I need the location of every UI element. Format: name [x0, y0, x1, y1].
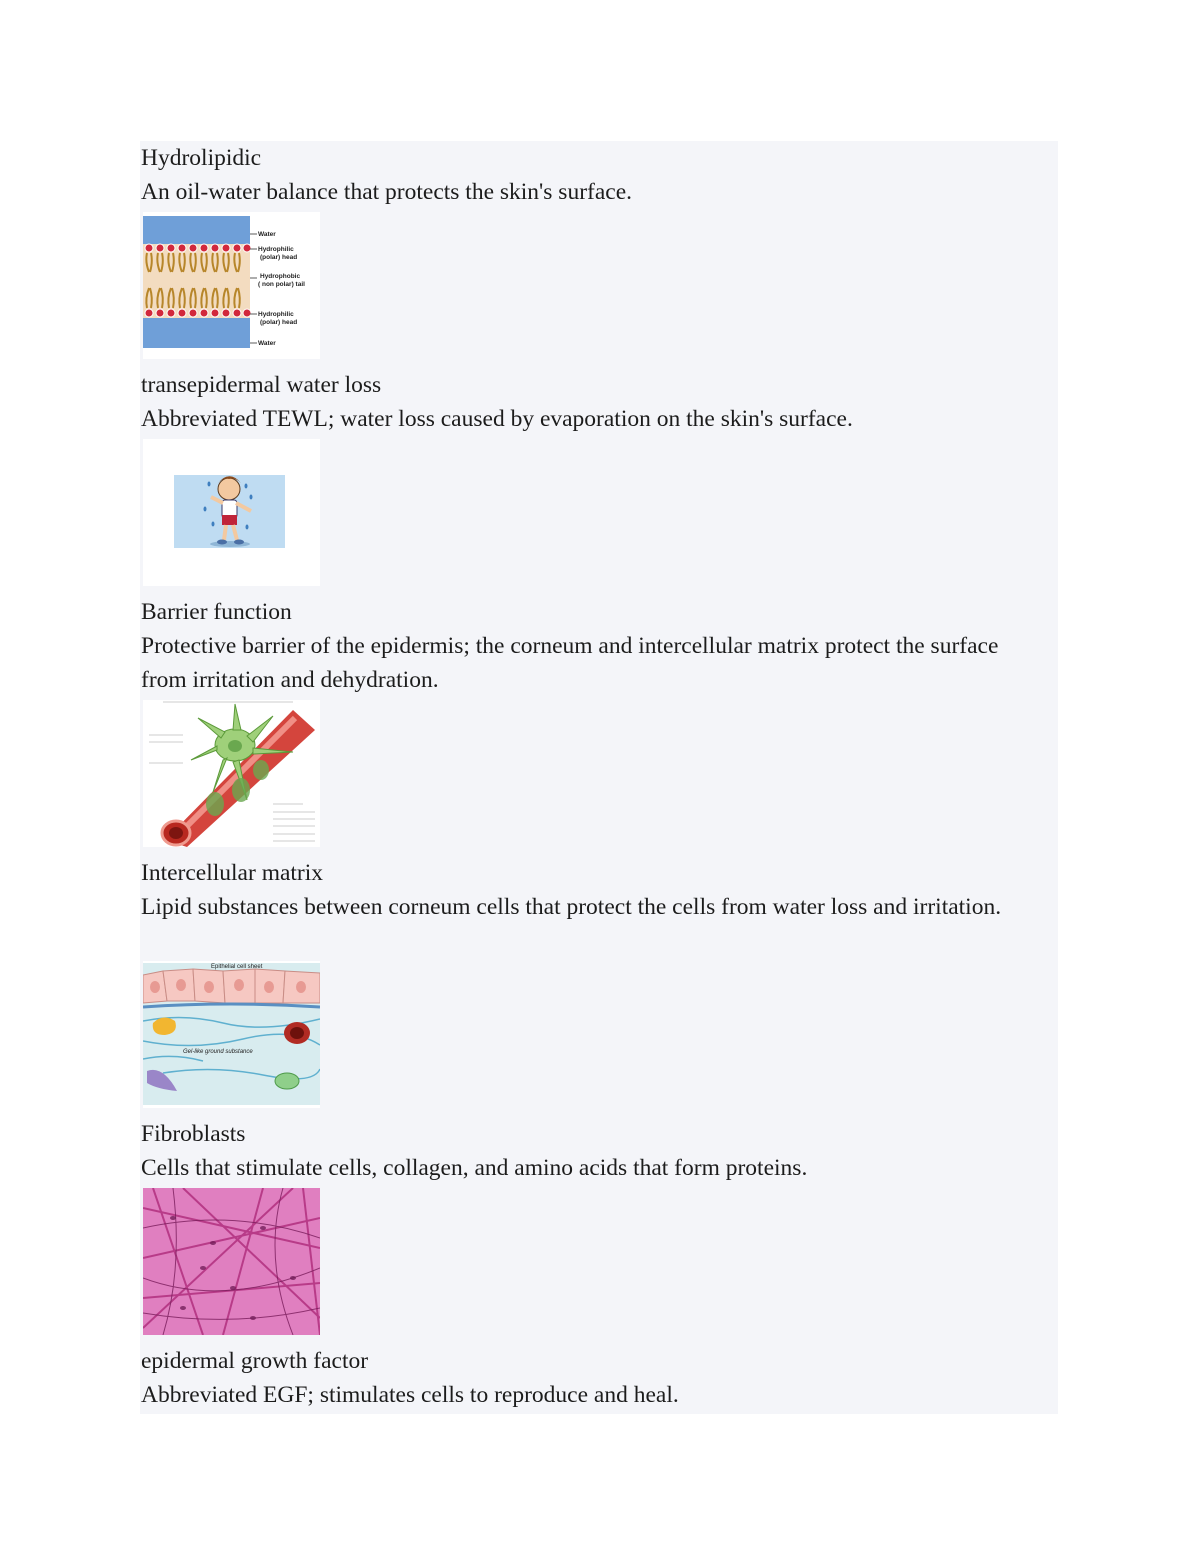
flashcard-entry [140, 141, 1020, 209]
diagram-label: Water [258, 340, 276, 347]
diagram-label: Hydrophilic [258, 311, 294, 318]
diagram-label: Hydrophobic [260, 273, 301, 280]
term-definition: Abbreviated TEWL; water loss caused by evaporation on the skin's surface. [141, 406, 853, 432]
term-definition: Protective barrier of the epidermis; the corneum and intercellular matrix protect the surface from irritation and dehydration. [141, 633, 999, 693]
diagram-label: Gel-like ground substance [183, 1049, 253, 1055]
flashcard-entry [140, 368, 1020, 436]
flashcard-sheet [140, 141, 1058, 1414]
term-title: Intercellular matrix [141, 860, 324, 886]
astrocyte-capillary-diagram-icon [143, 700, 320, 847]
diagram-label: Epithelial cell sheet [211, 964, 263, 970]
term-title: epidermal growth factor [141, 1348, 369, 1374]
diagram-label: (polar) head [260, 254, 298, 261]
diagram-label: Water [258, 231, 276, 238]
term-title: transepidermal water loss [141, 372, 382, 398]
lipid-bilayer-diagram-icon [143, 212, 320, 359]
flashcard-entry [140, 1117, 1020, 1185]
diagram-label: ( non polar) tail [258, 281, 305, 288]
flashcard-entry [140, 1344, 1020, 1412]
term-definition: Lipid substances between corneum cells that protect the cells from water loss and irritation. [141, 894, 1002, 920]
term-definition: Cells that stimulate cells, collagen, and amino acids that form proteins. [141, 1155, 808, 1181]
term-definition: An oil-water balance that protects the skin's surface. [141, 179, 633, 205]
term-title: Fibroblasts [141, 1121, 246, 1147]
flashcard-entry [140, 595, 1020, 697]
term-title: Hydrolipidic [141, 145, 262, 171]
connective-tissue-diagram-icon [143, 961, 320, 1108]
fibroblast-micrograph-icon [143, 1188, 320, 1335]
sweating-person-cartoon-icon [143, 439, 320, 586]
term-definition: Abbreviated EGF; stimulates cells to reproduce and heal. [141, 1382, 679, 1408]
flashcard-entry [140, 856, 1020, 924]
term-title: Barrier function [141, 599, 292, 625]
diagram-label: (polar) head [260, 319, 298, 326]
diagram-label: Hydrophilic [258, 246, 294, 253]
